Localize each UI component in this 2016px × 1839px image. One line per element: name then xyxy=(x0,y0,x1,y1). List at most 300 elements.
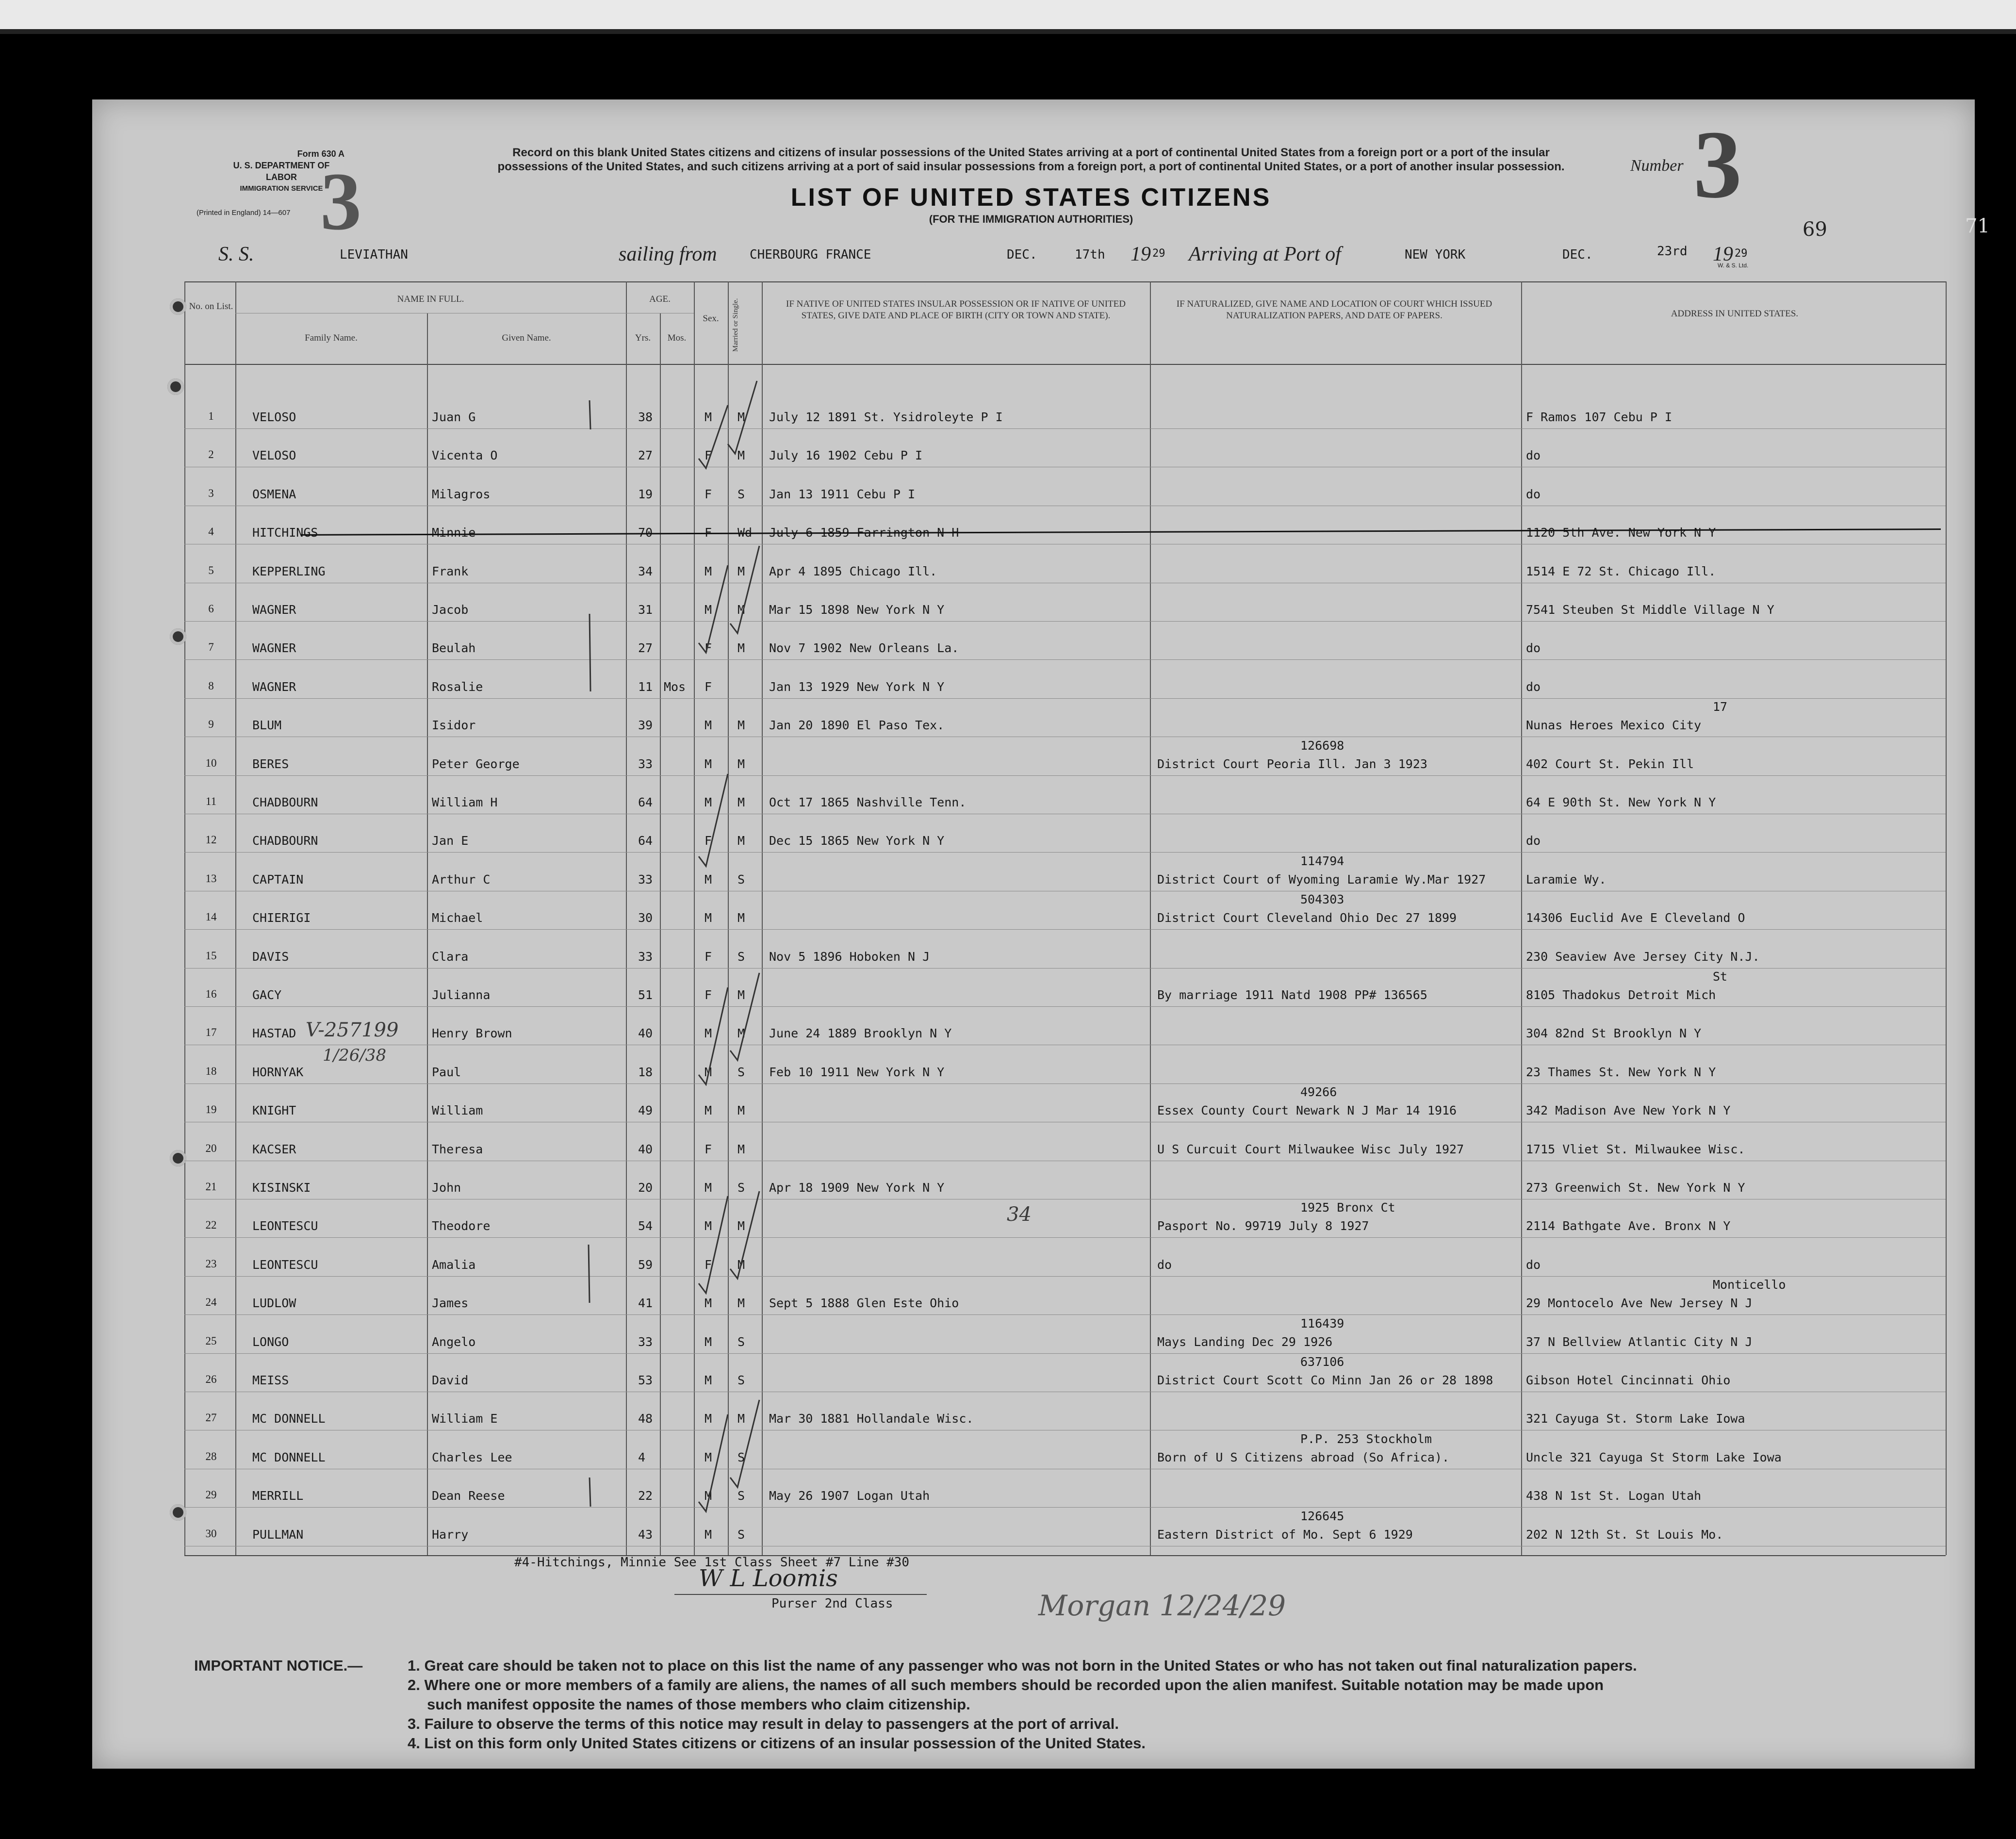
cell-given: Theodore xyxy=(432,1219,491,1233)
cell-sex: M xyxy=(705,1335,712,1349)
cell-nat: Eastern District of Mo. Sept 6 1929 xyxy=(1157,1527,1413,1542)
cell-given: Theresa xyxy=(432,1142,483,1156)
cell-birth: Apr 4 1895 Chicago Ill. xyxy=(769,564,937,578)
cell-family: WAGNER xyxy=(252,603,296,617)
cell-yrs: 49 xyxy=(638,1103,653,1117)
cell-sex: M xyxy=(705,1103,712,1117)
cell-no: 15 xyxy=(205,950,217,962)
departure-year: 29 xyxy=(1152,247,1165,260)
table-top-rule xyxy=(184,281,1946,282)
notice-item-1: 1. Great care should be taken not to place on this list the name of any passenger who was not born in the United States or who has not taken out final naturalization papers. xyxy=(408,1657,1637,1674)
cell-yrs: 27 xyxy=(638,448,653,462)
cell-yrs: 31 xyxy=(638,603,653,617)
cell-birth: May 26 1907 Logan Utah xyxy=(769,1489,930,1503)
cell-nat: District Court Cleveland Ohio Dec 27 1899 xyxy=(1157,911,1457,925)
cell-sex: F xyxy=(705,487,712,501)
cell-nat-certificate: 116439 xyxy=(1300,1316,1344,1330)
col-name-in-full: NAME IN FULL. xyxy=(397,294,464,304)
cell-addr: 202 N 12th St. St Louis Mo. xyxy=(1526,1527,1723,1542)
cell-given: James xyxy=(432,1296,469,1310)
cell-yrs: 48 xyxy=(638,1412,653,1426)
cell-nat: District Court of Wyoming Laramie Wy.Mar 1927 xyxy=(1157,872,1486,887)
footer-note: #4-Hitchings, Minnie See 1st Class Sheet #7 Line #30 xyxy=(514,1555,909,1570)
cell-no: 29 xyxy=(205,1489,217,1501)
cell-sex: M xyxy=(705,872,712,887)
cell-yrs: 33 xyxy=(638,757,653,771)
cell-no: 24 xyxy=(205,1296,217,1308)
cell-birth: Jan 13 1929 New York N Y xyxy=(769,680,945,694)
cell-birth: Dec 15 1865 New York N Y xyxy=(769,834,945,848)
cell-ms: M xyxy=(738,911,745,925)
arrival-year: 29 xyxy=(1735,247,1748,260)
cell-birth: July 12 1891 St. Ysidroleyte P I xyxy=(769,410,1003,424)
row-rule xyxy=(184,1276,1946,1277)
cell-family: HITCHINGS xyxy=(252,525,318,540)
form-number: Form 630 A xyxy=(297,149,344,159)
cell-nat: U S Curcuit Court Milwaukee Wisc July 1927 xyxy=(1157,1142,1464,1156)
cell-given: Paul xyxy=(432,1065,461,1079)
cell-no: 30 xyxy=(205,1527,217,1540)
notice-item-2: 2. Where one or more members of a family are aliens, the names of all such members should be recorded upon the alien manifest. Suitable notation may be made upon xyxy=(408,1676,1604,1693)
cell-sex: M xyxy=(705,718,712,732)
margin-tally-marks xyxy=(580,391,599,1516)
col-address: ADDRESS IN UNITED STATES. xyxy=(1671,309,1799,319)
cell-family: MC DONNELL xyxy=(252,1412,326,1426)
cell-given: Jacob xyxy=(432,603,469,617)
page-number-left: 69 xyxy=(1803,218,1827,241)
cell-addr: do xyxy=(1526,680,1541,694)
sailing-label: sailing from xyxy=(619,243,717,265)
cell-no: 10 xyxy=(205,757,217,769)
cell-sex: M xyxy=(705,564,712,578)
cell-sex: M xyxy=(705,1450,712,1464)
number-value: 3 xyxy=(1693,111,1742,218)
handwritten-visa-date: 1/26/38 xyxy=(323,1046,387,1065)
cell-addr: do xyxy=(1526,834,1541,848)
cell-given: David xyxy=(432,1373,469,1387)
cell-given: Juan G xyxy=(432,410,476,424)
cell-no: 4 xyxy=(208,525,214,538)
cell-no: 20 xyxy=(205,1142,217,1154)
departure-month: DEC. xyxy=(1007,247,1037,262)
cell-addr: 8105 Thadokus Detroit Mich xyxy=(1526,988,1716,1002)
cell-yrs: 39 xyxy=(638,718,653,732)
cell-no: 7 xyxy=(208,641,214,653)
cell-ms: M xyxy=(738,795,745,809)
cell-yrs: 40 xyxy=(638,1142,653,1156)
cell-given: William E xyxy=(432,1412,498,1426)
cell-family: LEONTESCU xyxy=(252,1219,318,1233)
cell-ms: M xyxy=(738,988,745,1002)
row-rule xyxy=(184,1353,1946,1354)
cell-given: Peter George xyxy=(432,757,520,771)
cell-ms: S xyxy=(738,1489,745,1503)
cell-sex: M xyxy=(705,1527,712,1542)
cell-birth: Apr 18 1909 New York N Y xyxy=(769,1181,945,1195)
col-birth: IF NATIVE OF UNITED STATES INSULAR POSSESSION OR IF NATIVE OF UNITED STATES, GIVE DATE AND PLACE OF BIRTH (CITY OR TOWN AND STATE). xyxy=(786,299,1126,321)
cell-given: William xyxy=(432,1103,483,1117)
cell-yrs: 20 xyxy=(638,1181,653,1195)
punch-hole xyxy=(170,1504,186,1521)
cell-given: Minnie xyxy=(432,525,476,540)
cell-sex: M xyxy=(705,911,712,925)
header-bottom-rule xyxy=(184,364,1946,365)
col-yrs: Yrs. xyxy=(635,333,651,343)
cell-family: BLUM xyxy=(252,718,282,732)
cell-yrs: 30 xyxy=(638,911,653,925)
cell-given: Angelo xyxy=(432,1335,476,1349)
cell-addr-annotation: Monticello xyxy=(1713,1278,1786,1292)
cell-given: Charles Lee xyxy=(432,1450,512,1464)
ship-name: LEVIATHAN xyxy=(340,247,408,262)
cell-yrs: 18 xyxy=(638,1065,653,1079)
cell-addr: do xyxy=(1526,487,1541,501)
cell-given: Harry xyxy=(432,1527,469,1542)
cell-given: Vicenta O xyxy=(432,448,498,462)
cell-family: LONGO xyxy=(252,1335,289,1349)
cell-addr: F Ramos 107 Cebu P I xyxy=(1526,410,1672,424)
cell-no: 19 xyxy=(205,1103,217,1116)
cell-addr: 1514 E 72 St. Chicago Ill. xyxy=(1526,564,1716,578)
row-rule xyxy=(184,775,1946,776)
cell-yrs: 43 xyxy=(638,1527,653,1542)
cell-sex: M xyxy=(705,1219,712,1233)
cell-addr: do xyxy=(1526,641,1541,655)
cell-sex: M xyxy=(705,1026,712,1040)
cell-family: OSMENA xyxy=(252,487,296,501)
cell-yrs: 33 xyxy=(638,872,653,887)
col-mos: Mos. xyxy=(667,333,687,343)
cell-no: 11 xyxy=(205,795,217,807)
cell-family: KISINSKI xyxy=(252,1181,311,1195)
cell-given: Isidor xyxy=(432,718,476,732)
cell-addr: 304 82nd St Brooklyn N Y xyxy=(1526,1026,1702,1040)
cell-ms: S xyxy=(738,872,745,887)
cell-sex: M xyxy=(705,1181,712,1195)
cell-nat-certificate: 126698 xyxy=(1300,739,1344,753)
cell-addr-annotation: 17 xyxy=(1713,700,1728,714)
cell-given: Rosalie xyxy=(432,680,483,694)
cell-family: DAVIS xyxy=(252,950,289,964)
cell-addr: 402 Court St. Pekin Ill xyxy=(1526,757,1694,771)
cell-family: LEONTESCU xyxy=(252,1258,318,1272)
form-subtitle: (FOR THE IMMIGRATION AUTHORITIES) xyxy=(929,213,1133,225)
cell-ms: S xyxy=(738,1373,745,1387)
col-naturalized: IF NATURALIZED, GIVE NAME AND LOCATION OF COURT WHICH ISSUED NATURALIZATION PAPERS, AND DATE OF PAPERS. xyxy=(1176,299,1492,321)
cell-mos: Mos xyxy=(664,680,686,694)
form-printed: (Printed in England) 14—607 xyxy=(197,209,291,217)
cell-yrs: 27 xyxy=(638,641,653,655)
cell-no: 2 xyxy=(208,448,214,460)
cell-no: 26 xyxy=(205,1373,217,1385)
notice-label: IMPORTANT NOTICE.— xyxy=(194,1657,363,1674)
cell-yrs: 59 xyxy=(638,1258,653,1272)
cell-yrs: 4 xyxy=(638,1450,646,1464)
cell-birth: Feb 10 1911 New York N Y xyxy=(769,1065,945,1079)
arrival-port: NEW YORK xyxy=(1405,247,1466,262)
cell-yrs: 41 xyxy=(638,1296,653,1310)
cell-no: 13 xyxy=(205,872,217,885)
cell-family: HASTAD xyxy=(252,1026,296,1040)
cell-yrs: 53 xyxy=(638,1373,653,1387)
cell-birth: Jan 13 1911 Cebu P I xyxy=(769,487,916,501)
cell-sex: M xyxy=(705,1065,712,1079)
notice-item-4: 4. List on this form only United States citizens or citizens of an insular possession of the United States. xyxy=(408,1735,1146,1752)
cell-given: Dean Reese xyxy=(432,1489,505,1503)
scan-top-strip xyxy=(0,0,2016,29)
form-big-three: 3 xyxy=(320,156,361,247)
cell-birth: July 16 1902 Cebu P I xyxy=(769,448,923,462)
cell-nat-certificate: 1925 Bronx Ct xyxy=(1300,1200,1395,1215)
cell-yrs: 64 xyxy=(638,795,653,809)
cell-no: 17 xyxy=(205,1026,217,1038)
cell-ms: M xyxy=(738,448,745,462)
cell-addr: 321 Cayuga St. Storm Lake Iowa xyxy=(1526,1412,1745,1426)
cell-family: KEPPERLING xyxy=(252,564,326,578)
cell-nat: District Court Peoria Ill. Jan 3 1923 xyxy=(1157,757,1427,771)
cell-nat: Essex County Court Newark N J Mar 14 1916 xyxy=(1157,1103,1457,1117)
cell-family: KACSER xyxy=(252,1142,296,1156)
cell-sex: F xyxy=(705,950,712,964)
cell-no: 6 xyxy=(208,603,214,615)
cell-ms: M xyxy=(738,1026,745,1040)
cell-nat-certificate: P.P. 253 Stockholm xyxy=(1300,1432,1432,1446)
cell-yrs: 54 xyxy=(638,1219,653,1233)
cell-sex: F xyxy=(705,1142,712,1156)
cell-ms: S xyxy=(738,1450,745,1464)
cell-family: LUDLOW xyxy=(252,1296,296,1310)
cell-given: Jan E xyxy=(432,834,469,848)
table-bottom-rule xyxy=(184,1555,1946,1556)
cell-addr: 7541 Steuben St Middle Village N Y xyxy=(1526,603,1774,617)
cell-ms: M xyxy=(738,834,745,848)
cell-ms: S xyxy=(738,1527,745,1542)
cell-sex: F xyxy=(705,988,712,1002)
cell-given: Amalia xyxy=(432,1258,476,1272)
col-rule-left xyxy=(184,281,185,1555)
cell-sex: M xyxy=(705,603,712,617)
manifest-sheet xyxy=(92,99,1990,1769)
cell-birth: Nov 7 1902 New Orleans La. xyxy=(769,641,959,655)
cell-ms: S xyxy=(738,950,745,964)
cell-family: PULLMAN xyxy=(252,1527,304,1542)
cell-yrs: 22 xyxy=(638,1489,653,1503)
row-rule xyxy=(184,1507,1946,1508)
arrival-month: DEC. xyxy=(1562,247,1593,262)
cell-yrs: 11 xyxy=(638,680,653,694)
cell-ms: M xyxy=(738,718,745,732)
cell-yrs: 51 xyxy=(638,988,653,1002)
cell-addr: do xyxy=(1526,448,1541,462)
cell-yrs: 33 xyxy=(638,950,653,964)
inspector-stamp: Morgan 12/24/29 xyxy=(1038,1589,1286,1622)
ss-label: S. S. xyxy=(218,243,254,265)
row-rule xyxy=(184,428,1946,429)
cell-ms: M xyxy=(738,410,745,424)
cell-addr: Gibson Hotel Cincinnati Ohio xyxy=(1526,1373,1731,1387)
row-rule xyxy=(184,852,1946,853)
cell-ms: M xyxy=(738,1142,745,1156)
cell-given: Clara xyxy=(432,950,469,964)
cell-birth: Mar 15 1898 New York N Y xyxy=(769,603,945,617)
cell-sex: F xyxy=(705,641,712,655)
cell-sex: F xyxy=(705,448,712,462)
cell-ms: S xyxy=(738,487,745,501)
cell-addr: 273 Greenwich St. New York N Y xyxy=(1526,1181,1745,1195)
cell-no: 23 xyxy=(205,1258,217,1270)
cell-addr: do xyxy=(1526,1258,1541,1272)
cell-no: 1 xyxy=(208,410,214,422)
cell-family: CHADBOURN xyxy=(252,834,318,848)
cell-given: Frank xyxy=(432,564,469,578)
cell-nat-certificate: 114794 xyxy=(1300,854,1344,868)
col-no: No. on List. xyxy=(189,301,233,312)
signature-rule xyxy=(674,1594,927,1595)
cell-no: 27 xyxy=(205,1412,217,1424)
cell-family: GACY xyxy=(252,988,282,1002)
cell-addr: 64 E 90th St. New York N Y xyxy=(1526,795,1716,809)
year-prefix: 19 xyxy=(1131,243,1151,265)
cell-ms: M xyxy=(738,1219,745,1233)
cell-nat: Born of U S Citizens abroad (So Africa). xyxy=(1157,1450,1450,1464)
purser-signature: W L Loomis xyxy=(699,1565,838,1592)
cell-no: 22 xyxy=(205,1219,217,1231)
cell-addr: 342 Madison Ave New York N Y xyxy=(1526,1103,1731,1117)
cell-addr: 29 Montocelo Ave New Jersey N J xyxy=(1526,1296,1753,1310)
cell-addr: Uncle 321 Cayuga St Storm Lake Iowa xyxy=(1526,1450,1782,1464)
cell-birth: Sept 5 1888 Glen Este Ohio xyxy=(769,1296,959,1310)
cell-addr: 230 Seaview Ave Jersey City N.J. xyxy=(1526,950,1760,964)
cell-no: 25 xyxy=(205,1335,217,1347)
cell-family: BERES xyxy=(252,757,289,771)
row-rule xyxy=(184,1314,1946,1315)
cell-addr: 1715 Vliet St. Milwaukee Wisc. xyxy=(1526,1142,1745,1156)
cell-no: 8 xyxy=(208,680,214,692)
cell-sex: M xyxy=(705,410,712,424)
cell-family: VELOSO xyxy=(252,410,296,424)
col-rule-family xyxy=(427,313,428,1555)
cell-ms: M xyxy=(738,757,745,771)
cell-family: MEISS xyxy=(252,1373,289,1387)
col-family: Family Name. xyxy=(305,333,358,343)
cell-family: HORNYAK xyxy=(252,1065,304,1079)
cell-birth: Mar 30 1881 Hollandale Wisc. xyxy=(769,1412,974,1426)
handwritten-visa-number: V-257199 xyxy=(306,1019,399,1041)
cell-ms: M xyxy=(738,641,745,655)
purser-title: Purser 2nd Class xyxy=(771,1596,893,1611)
cell-family: VELOSO xyxy=(252,448,296,462)
row-rule xyxy=(184,929,1946,930)
cell-family: CHIERIGI xyxy=(252,911,311,925)
departure-port: CHERBOURG FRANCE xyxy=(750,247,871,262)
scan-top-border xyxy=(0,29,2016,34)
row-rule xyxy=(184,1237,1946,1238)
cell-ms: M xyxy=(738,1296,745,1310)
cell-given: Arthur C xyxy=(432,872,491,887)
punch-hole xyxy=(167,378,184,395)
cell-nat: Mays Landing Dec 29 1926 xyxy=(1157,1335,1333,1349)
cell-nat-certificate: 504303 xyxy=(1300,892,1344,906)
cell-family: MERRILL xyxy=(252,1489,304,1503)
printer-mark: W. & S. Ltd. xyxy=(1718,262,1749,269)
tick-marks xyxy=(694,371,767,1550)
cell-yrs: 19 xyxy=(638,487,653,501)
cell-yrs: 34 xyxy=(638,564,653,578)
cell-addr: 14306 Euclid Ave E Cleveland O xyxy=(1526,911,1745,925)
cell-nat: do xyxy=(1157,1258,1172,1272)
cell-yrs: 33 xyxy=(638,1335,653,1349)
cell-given: Henry Brown xyxy=(432,1026,512,1040)
cell-addr: 23 Thames St. New York N Y xyxy=(1526,1065,1716,1079)
cell-addr: 438 N 1st St. Logan Utah xyxy=(1526,1489,1702,1503)
cell-ms: S xyxy=(738,1335,745,1349)
cell-yrs: 64 xyxy=(638,834,653,848)
form-title: LIST OF UNITED STATES CITIZENS xyxy=(790,183,1272,212)
row-rule xyxy=(184,1006,1946,1007)
col-rule-right xyxy=(1946,281,1947,1555)
col-age: AGE. xyxy=(649,294,671,304)
cell-addr: 37 N Bellview Atlantic City N J xyxy=(1526,1335,1753,1349)
cell-addr: Nunas Heroes Mexico City xyxy=(1526,718,1702,732)
cell-birth: Nov 5 1896 Hoboken N J xyxy=(769,950,930,964)
cell-given: William H xyxy=(432,795,498,809)
cell-family: WAGNER xyxy=(252,680,296,694)
cell-yrs: 38 xyxy=(638,410,653,424)
col-rule-birth xyxy=(1150,281,1151,1555)
cell-ms: M xyxy=(738,1412,745,1426)
cell-nat-certificate: 126645 xyxy=(1300,1509,1344,1523)
cell-no: 5 xyxy=(208,564,214,576)
cell-addr: Laramie Wy. xyxy=(1526,872,1606,887)
cell-given: Julianna xyxy=(432,988,491,1002)
col-rule-no xyxy=(235,281,236,1555)
row-rule xyxy=(184,621,1946,622)
number-label: Number xyxy=(1630,157,1684,175)
cell-given: John xyxy=(432,1181,461,1195)
page-number-right: 71 xyxy=(1965,215,1990,237)
cell-sex: M xyxy=(705,1412,712,1426)
cell-sex: M xyxy=(705,795,712,809)
col-sex: Sex. xyxy=(703,313,719,324)
cell-no: 9 xyxy=(208,718,214,730)
cell-no: 12 xyxy=(205,834,217,846)
cell-nat: By marriage 1911 Natd 1908 PP# 136565 xyxy=(1157,988,1427,1002)
cell-sex: F xyxy=(705,1258,712,1272)
cell-given: Milagros xyxy=(432,487,491,501)
cell-family: CHADBOURN xyxy=(252,795,318,809)
cell-nat: District Court Scott Co Minn Jan 26 or 28 1898 xyxy=(1157,1373,1493,1387)
departure-day: 17th xyxy=(1075,247,1105,262)
cell-nat: Pasport No. 99719 July 8 1927 xyxy=(1157,1219,1369,1233)
cell-ms: M xyxy=(738,1258,745,1272)
cell-no: 16 xyxy=(205,988,217,1000)
cell-addr: 2114 Bathgate Ave. Bronx N Y xyxy=(1526,1219,1731,1233)
row-rule xyxy=(184,659,1946,660)
cell-ms: S xyxy=(738,1181,745,1195)
cell-sex: M xyxy=(705,757,712,771)
cell-no: 3 xyxy=(208,487,214,499)
row-rule xyxy=(184,968,1946,969)
row-rule xyxy=(184,698,1946,699)
cell-family: CAPTAIN xyxy=(252,872,304,887)
form-department: U. S. DEPARTMENT OF LABOR xyxy=(233,161,330,182)
cell-no: 21 xyxy=(205,1181,217,1193)
notice-item-3: 3. Failure to observe the terms of this notice may result in delay to passengers at the port of arrival. xyxy=(408,1715,1119,1732)
handwritten-margin-number: 34 xyxy=(1007,1203,1032,1226)
cell-ms: M xyxy=(738,603,745,617)
cell-family: MC DONNELL xyxy=(252,1450,326,1464)
form-instruction: Record on this blank United States citizens and citizens of insular possessions of the United States arriving at a port of continental United States from a foreign port or a port of the insular possessions of the United States, and such citizens arriving at a port of said insular possessions from a foreign port, a port of continental United States, or a port of another insular possession. xyxy=(497,146,1565,173)
